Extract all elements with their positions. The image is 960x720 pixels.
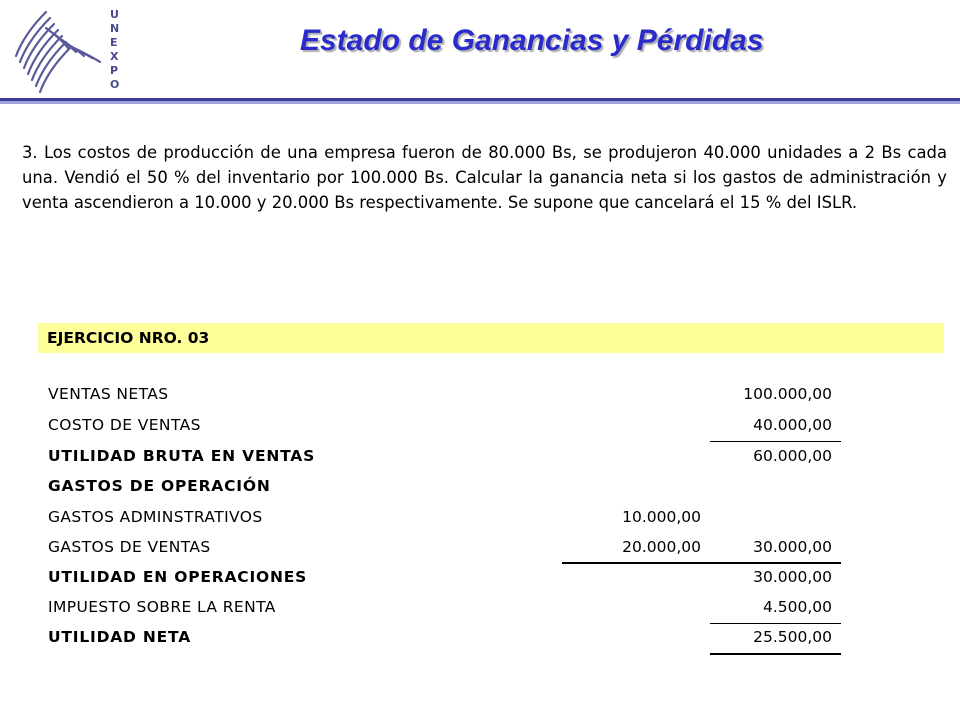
row-total-amount: 25.500,00 <box>753 628 832 646</box>
row-label: GASTOS DE VENTAS <box>48 538 211 556</box>
row-total-amount: 60.000,00 <box>753 447 832 465</box>
statement-row <box>0 568 960 597</box>
svg-text:O: O <box>110 78 120 91</box>
row-total-amount: 4.500,00 <box>762 598 832 616</box>
row-label: UTILIDAD NETA <box>48 628 192 646</box>
svg-text:X: X <box>110 50 119 63</box>
row-label: UTILIDAD EN OPERACIONES <box>48 568 308 586</box>
problem-statement: 3. Los costos de producción de una empresa fueron de 80.000 Bs, se produjeron 40.000 unidades a 2 Bs cada una. Vendió el 50 % del inventario por 100.000 Bs. Calcular la ganancia neta si los gastos de administración y venta ascendieron a 10.000 y 20.000 Bs respectivamente. Se supone que cancelará el 15 % del ISLR. <box>22 143 947 212</box>
row-label: IMPUESTO SOBRE LA RENTA <box>48 598 276 616</box>
exercise-banner <box>38 323 944 353</box>
operations-underline <box>562 562 841 564</box>
svg-text:E: E <box>110 36 118 49</box>
exercise-banner-label: EJERCICIO NRO. 03 <box>47 329 210 347</box>
row-total-amount: 100.000,00 <box>743 385 832 403</box>
row-label: UTILIDAD BRUTA EN VENTAS <box>48 447 316 465</box>
svg-text:U: U <box>110 8 119 21</box>
row-label: COSTO DE VENTAS <box>48 416 201 434</box>
total-underline <box>710 653 841 655</box>
statement-row <box>0 508 960 537</box>
subtotal-underline <box>710 623 841 624</box>
row-partial-amount: 20.000,00 <box>622 538 701 556</box>
page-title: Estado de Ganancias y Pérdidas <box>300 24 764 57</box>
header-divider <box>0 98 960 104</box>
unexpo-logo <box>10 4 128 96</box>
statement-row <box>0 447 960 476</box>
row-total-amount: 40.000,00 <box>753 416 832 434</box>
svg-text:N: N <box>110 22 120 35</box>
statement-row <box>0 477 960 506</box>
statement-row <box>0 385 960 414</box>
row-total-amount: 30.000,00 <box>753 538 832 556</box>
row-label: VENTAS NETAS <box>48 385 169 403</box>
row-total-amount: 30.000,00 <box>753 568 832 586</box>
svg-text:P: P <box>110 64 119 77</box>
row-label: GASTOS ADMINSTRATIVOS <box>48 508 263 526</box>
row-partial-amount: 10.000,00 <box>622 508 701 526</box>
subtotal-underline <box>710 441 841 442</box>
row-label: GASTOS DE OPERACIÓN <box>48 477 271 495</box>
unexpo-logo-icon <box>10 4 128 96</box>
